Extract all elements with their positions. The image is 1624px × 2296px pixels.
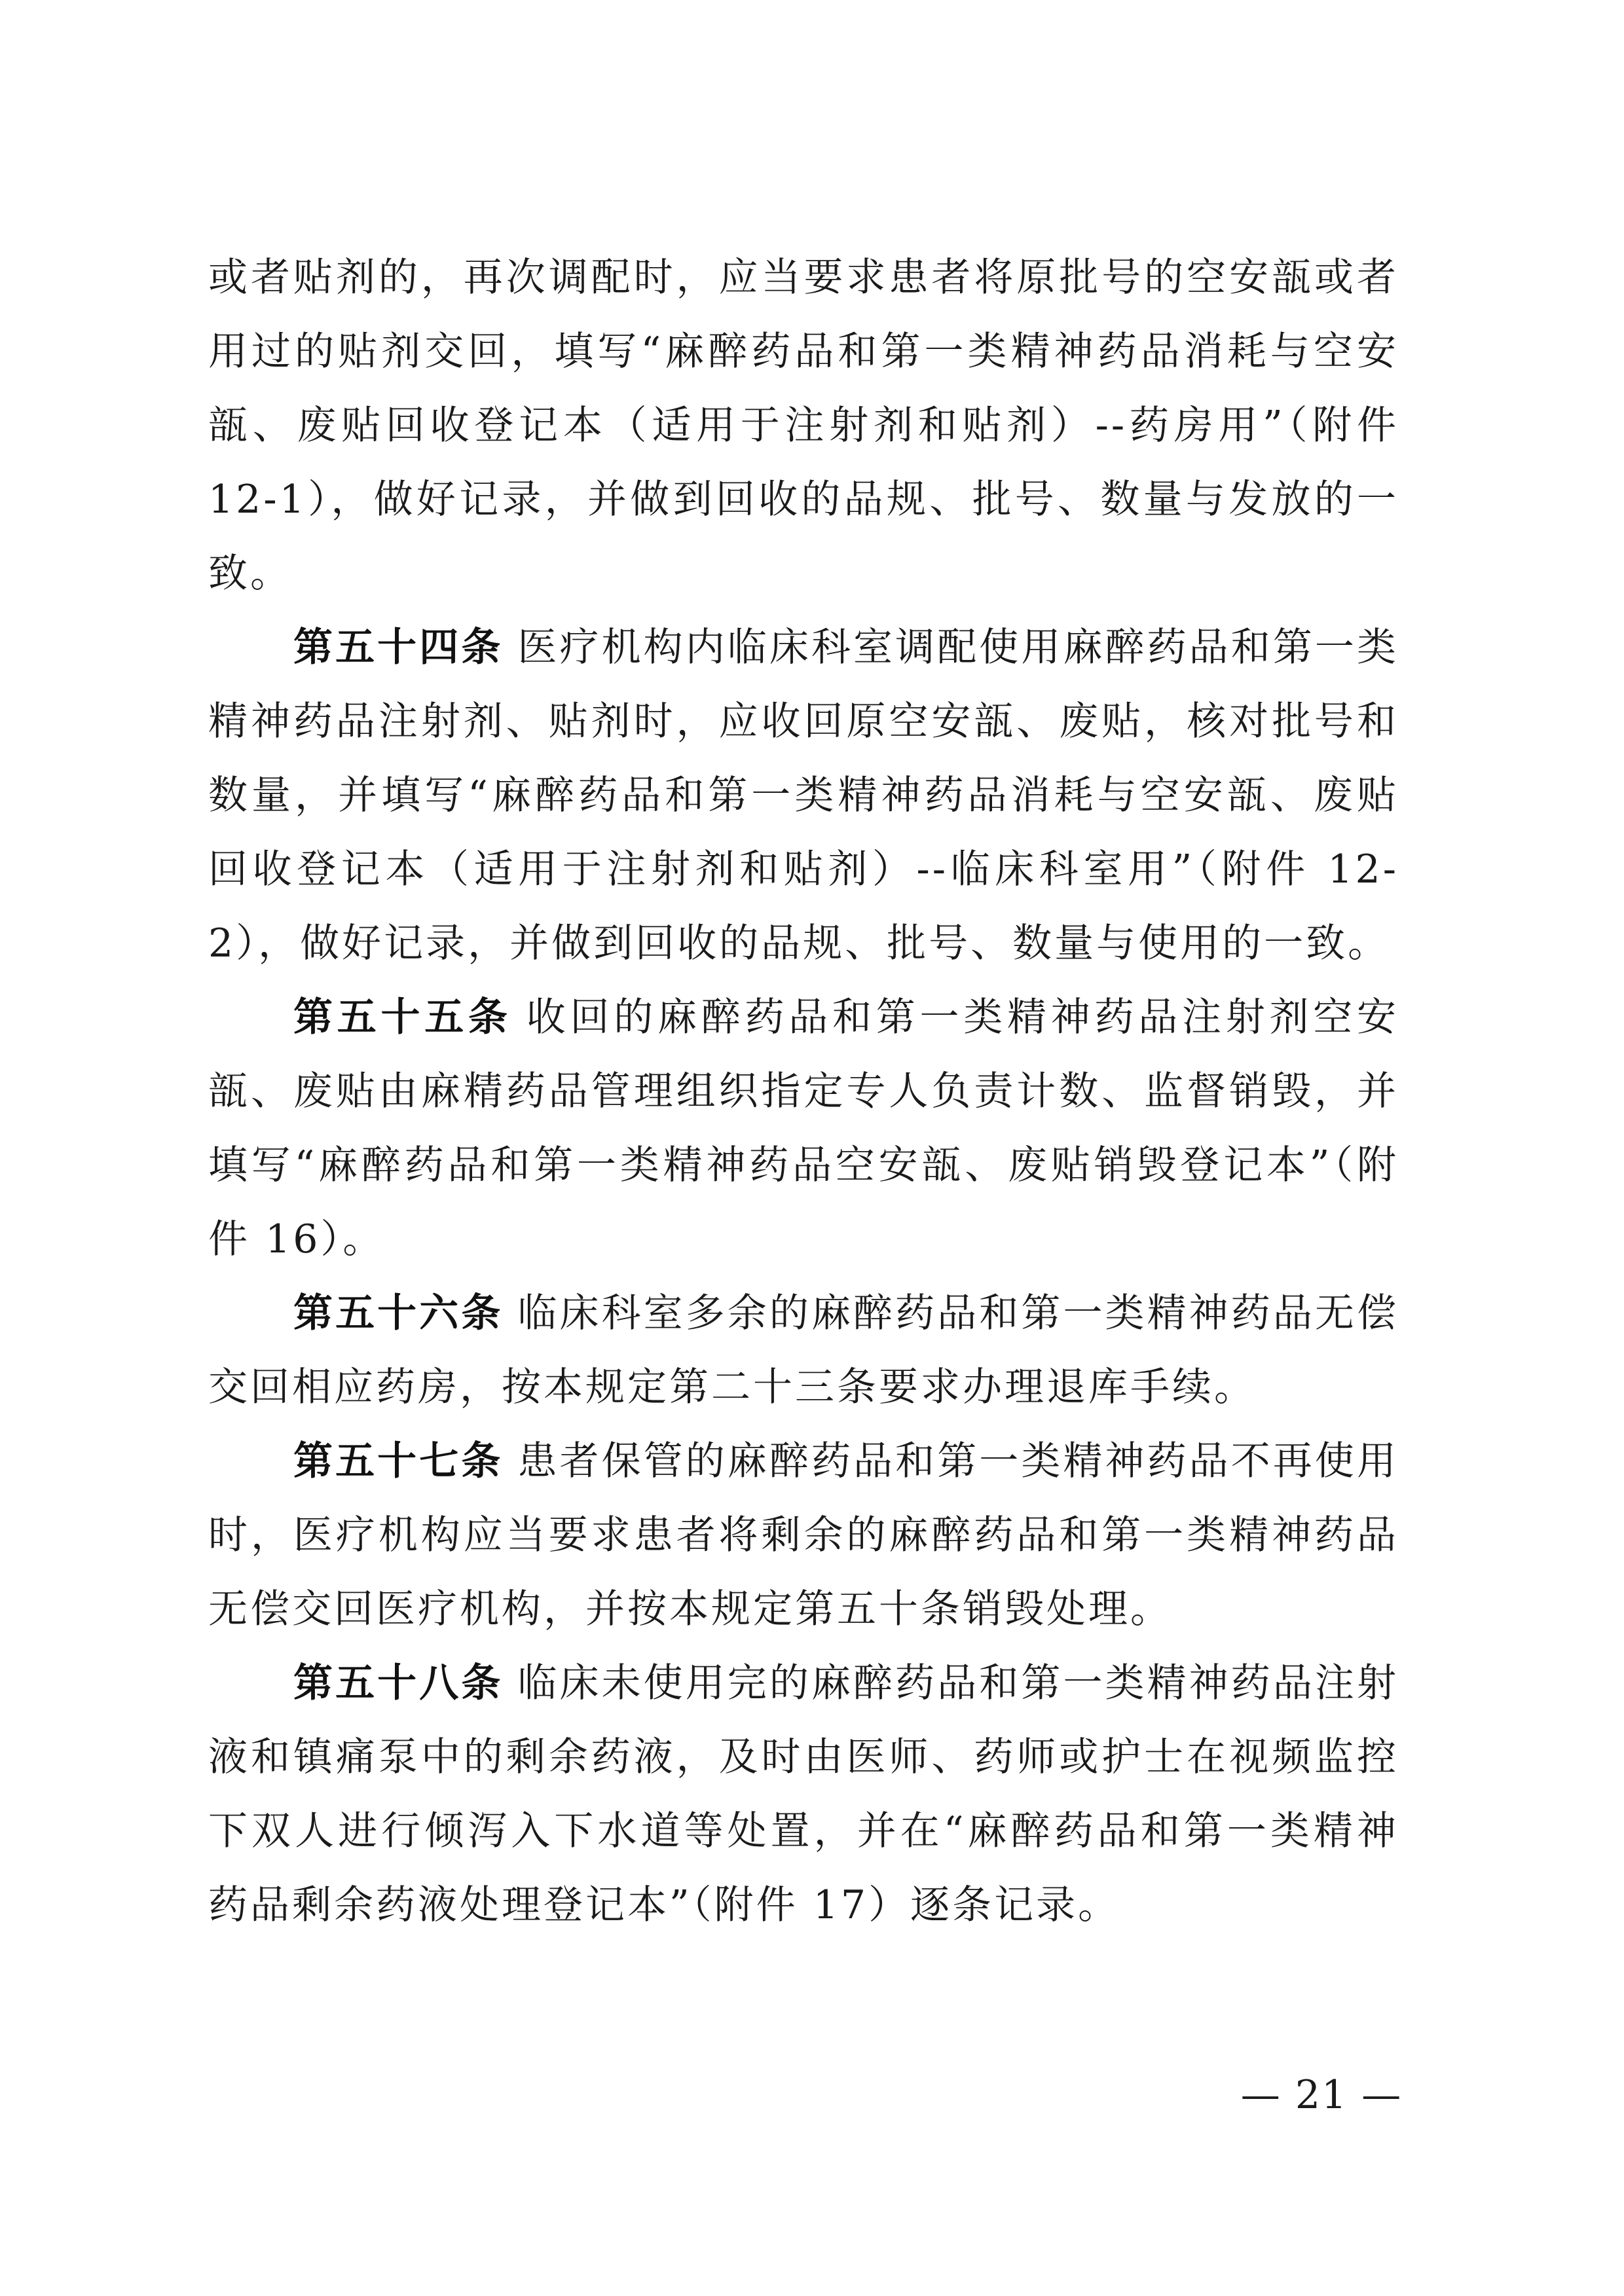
article-number: 第五十七条 [293,1438,504,1484]
paragraph-text: 医疗机构内临床科室调配使用麻醉药品和第一类精神药品注射剂、贴剂时，应收回原空安瓿、废贴，核对批号和数量，并填写“麻醉药品和第一类精神药品消耗与空安瓿、废贴回收登记本（适用于注射剂和贴剂）--临床科室用”（附件 12-2），做好记录，并做到回收的品规、批号、数量与使用的一致。 [208,625,1399,966]
article-55 [208,981,1399,1277]
article-number: 第五十八条 [293,1660,504,1706]
paragraph-text: 收回的麻醉药品和第一类精神药品注射剂空安瓿、废贴由麻精药品管理组织指定专人负责计数、监督销毁，并填写“麻醉药品和第一类精神药品空安瓿、废贴销毁登记本”（附件 16）。 [208,994,1399,1262]
page-number: — 21 — [1240,2072,1403,2118]
paragraph-continuation [208,241,1399,611]
article-number: 第五十五条 [293,994,512,1040]
article-number: 第五十六条 [293,1290,504,1336]
paragraph-text: 临床未使用完的麻醉药品和第一类精神药品注射液和镇痛泵中的剩余药液，及时由医师、药师或护士在视频监控下双人进行倾泻入下水道等处置，并在“麻醉药品和第一类精神药品剩余药液处理登记本”（附件 17）逐条记录。 [208,1660,1399,1928]
paragraph-text: 临床科室多余的麻醉药品和第一类精神药品无偿交回相应药房，按本规定第二十三条要求办理退库手续。 [208,1290,1399,1410]
body-text [208,241,1399,1942]
article-57 [208,1425,1399,1647]
paragraph-text: 或者贴剂的，再次调配时，应当要求患者将原批号的空安瓿或者用过的贴剂交回，填写“麻醉药品和第一类精神药品消耗与空安瓿、废贴回收登记本（适用于注射剂和贴剂）--药房用”（附件 12-1），做好记录，并做到回收的品规、批号、数量与发放的一致。 [208,255,1399,596]
article-number: 第五十四条 [293,625,504,670]
article-54 [208,611,1399,981]
paragraph-text: 患者保管的麻醉药品和第一类精神药品不再使用时，医疗机构应当要求患者将剩余的麻醉药品和第一类精神药品无偿交回医疗机构，并按本规定第五十条销毁处理。 [208,1438,1399,1632]
article-56 [208,1277,1399,1425]
article-58 [208,1647,1399,1942]
